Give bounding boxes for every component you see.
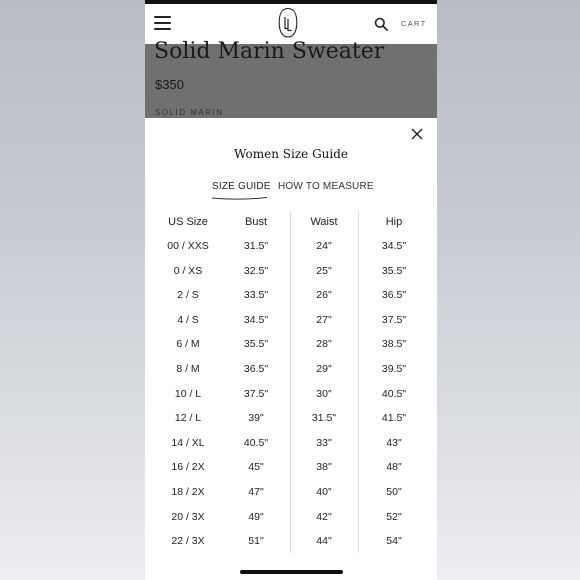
column-header-us-size: US Size [168, 216, 208, 228]
table-cell-hip: 40.5" [381, 387, 407, 400]
table-cell-us-size: 10 / L [174, 387, 202, 400]
cart-link[interactable]: CART [401, 19, 427, 28]
table-cell-bust: 49" [248, 510, 264, 523]
table-cell-bust: 35.5" [243, 338, 269, 351]
table-cell-waist: 33" [316, 436, 332, 449]
table-cell-bust: 34.5" [243, 313, 269, 326]
table-cell-bust: 45" [248, 461, 264, 474]
table-cell-waist: 42" [316, 510, 332, 523]
table-cell-hip: 43" [386, 436, 402, 449]
tab-size-guide[interactable]: SIZE GUIDE [212, 181, 271, 192]
table-cell-us-size: 00 / XXS [167, 240, 209, 252]
ll-logo-icon[interactable] [278, 7, 298, 39]
table-cell-bust: 51" [248, 535, 264, 548]
table-cell-us-size: 12 / L [174, 412, 202, 425]
table-cell-waist: 31.5" [311, 412, 337, 425]
table-cell-waist: 44" [316, 535, 332, 548]
column-divider [358, 211, 359, 553]
table-cell-us-size: 4 / S [177, 313, 199, 326]
table-cell-hip: 35.5" [381, 264, 407, 277]
table-cell-hip: 36.5" [381, 289, 407, 302]
table-cell-hip: 37.5" [381, 313, 407, 326]
table-cell-hip: 34.5" [381, 240, 407, 252]
table-cell-waist: 26" [316, 289, 332, 302]
table-cell-us-size: 2 / S [177, 289, 199, 302]
table-cell-us-size: 8 / M [176, 363, 200, 375]
column-header-bust: Bust [244, 216, 267, 228]
table-cell-hip: 39.5" [381, 363, 407, 375]
table-cell-bust: 37.5" [243, 387, 269, 400]
modal-title: Women Size Guide [234, 147, 348, 161]
product-title: Solid Marin Sweater [154, 39, 385, 64]
size-table [145, 208, 437, 556]
table-cell-bust: 40.5" [243, 436, 269, 449]
table-cell-us-size: 6 / M [176, 338, 200, 351]
product-subtitle: SOLID MARIN [155, 108, 224, 117]
table-cell-bust: 31.5" [243, 240, 269, 252]
table-cell-hip: 50" [386, 486, 402, 498]
column-divider [290, 211, 291, 553]
phone-screen [145, 0, 437, 580]
table-cell-us-size: 16 / 2X [171, 461, 205, 474]
table-cell-bust: 36.5" [243, 363, 269, 375]
table-cell-waist: 38" [316, 461, 332, 474]
table-cell-hip: 54" [386, 535, 402, 548]
table-cell-waist: 40" [316, 486, 332, 498]
column-header-waist: Waist [310, 216, 338, 228]
table-cell-us-size: 20 / 3X [171, 510, 205, 523]
table-cell-bust: 39" [248, 412, 264, 425]
table-cell-hip: 38.5" [381, 338, 407, 351]
size-guide-modal [145, 118, 437, 580]
home-indicator [240, 570, 343, 574]
column-header-hip: Hip [385, 216, 403, 228]
active-tab-underline [212, 196, 267, 201]
table-cell-waist: 28" [316, 338, 332, 351]
site-header [145, 4, 437, 44]
table-cell-us-size: 18 / 2X [171, 486, 205, 498]
table-cell-waist: 27" [316, 313, 332, 326]
table-cell-hip: 52" [386, 510, 402, 523]
table-cell-hip: 48" [386, 461, 402, 474]
table-cell-bust: 33.5" [243, 289, 269, 302]
table-cell-us-size: 14 / XL [171, 436, 205, 449]
table-cell-bust: 32.5" [243, 264, 269, 277]
product-price: $350 [155, 77, 184, 92]
table-cell-waist: 30" [316, 387, 332, 400]
table-cell-waist: 29" [316, 363, 332, 375]
table-cell-us-size: 22 / 3X [171, 535, 205, 548]
close-icon[interactable] [410, 127, 424, 141]
table-cell-hip: 41.5" [381, 412, 407, 425]
table-cell-bust: 47" [248, 486, 264, 498]
table-cell-waist: 24" [316, 240, 332, 252]
table-cell-us-size: 0 / XS [173, 264, 203, 277]
dimmed-product-section[interactable] [145, 39, 437, 118]
menu-icon[interactable] [154, 16, 171, 30]
table-cell-waist: 25" [316, 264, 332, 277]
tab-how-to-measure[interactable]: HOW TO MEASURE [278, 181, 374, 192]
search-icon[interactable] [374, 17, 388, 31]
